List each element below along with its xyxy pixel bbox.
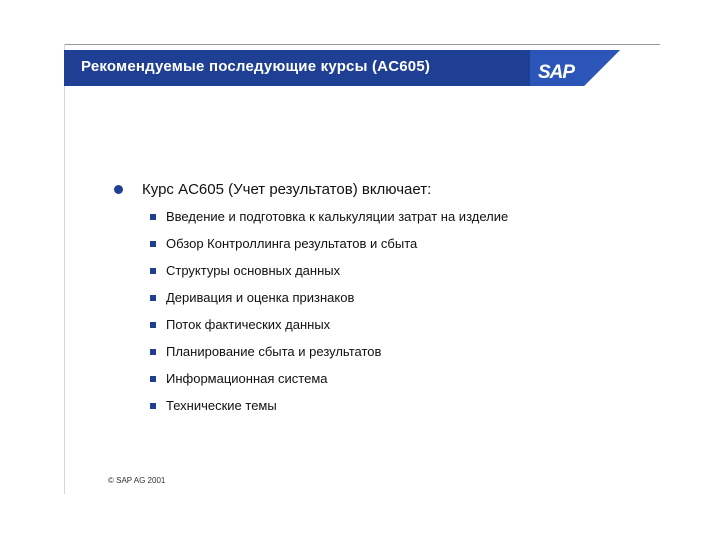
bullet-dot-icon (114, 185, 123, 194)
left-divider-line (64, 44, 65, 494)
list-item-text: Технические темы (166, 398, 277, 413)
list-item-text: Поток фактических данных (166, 317, 331, 332)
bullet-square-icon (150, 376, 156, 382)
slide-title: Рекомендуемые последующие курсы (AC605) (81, 58, 431, 75)
copyright-notice: © SAP AG 2001 (108, 476, 166, 485)
main-bullet-text: Курс AC605 (Учет результатов) включает: (142, 181, 432, 198)
bullet-square-icon (150, 322, 156, 328)
bullet-square-icon (150, 295, 156, 301)
top-divider-line (64, 44, 660, 45)
bullet-square-icon (150, 214, 156, 220)
list-item-text: Введение и подготовка к калькуляции затрат на изделие (166, 209, 509, 224)
bullet-square-icon (150, 403, 156, 409)
bullet-square-icon (150, 349, 156, 355)
bullet-square-icon (150, 241, 156, 247)
list-item-text: Обзор Контроллинга результатов и сбыта (166, 236, 418, 251)
list-item-text: Планирование сбыта и результатов (166, 344, 382, 359)
sap-logo: SAP (538, 62, 575, 83)
list-item-text: Структуры основных данных (166, 263, 341, 278)
list-item-text: Деривация и оценка признаков (166, 290, 355, 305)
list-item-text: Информационная система (166, 371, 328, 386)
bullet-square-icon (150, 268, 156, 274)
slide-header (64, 50, 620, 86)
